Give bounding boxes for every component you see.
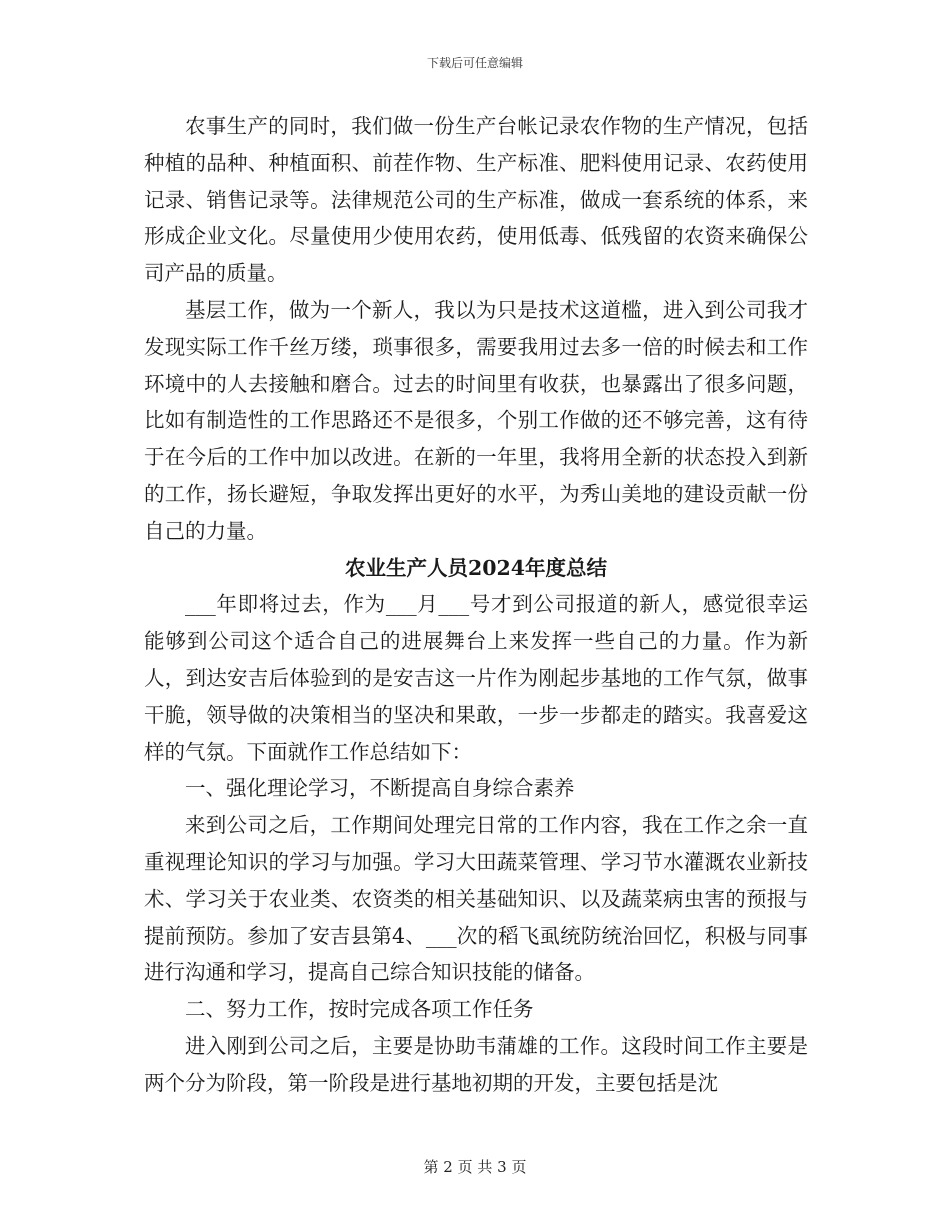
paragraph: 来到公司之后，工作期间处理完日常的工作内容，我在工作之余一直重视理论知识的学习与加强。学习大田蔬菜管理、学习节水灌溉农业新技术、学习关于农业类、农资类的相关基础知识、以及蔬菜病虫害的预报与提前预防。参加了安吉县第4、___次的稻飞虱统防统治回忆，积极与同事进行沟通和学习，提高自己综合知识技能的储备。 [144,813,808,985]
section-heading: 二、努力工作，按时完成各项工作任务 [185,997,534,1022]
paragraph: 进入刚到公司之后，主要是协助韦蒲雄的工作。这段时间工作主要是两个分为阶段，第一阶段是进行基地初期的开发，主要包括是沈 [144,1033,808,1095]
page-header: 下载后可任意编辑 [426,56,523,70]
document-title: 农业生产人员2024年度总结 [344,555,608,580]
page-footer: 第 2 页 共 3 页 [423,1158,527,1176]
section-heading: 一、强化理论学习，不断提高自身综合素养 [185,776,575,801]
paragraph: 基层工作，做为一个新人，我以为只是技术这道槛，进入到公司我才发现实际工作千丝万缕，琐事很多，需要我用过去多一倍的时候去和工作环境中的人去接触和磨合。过去的时间里有收获，也暴露出了很多问题，比如有制造性的工作思路还不是很多，个别工作做的还不够完善，这有待于在今后的工作中加以改进。在新的一年里，我将用全新的状态投入到新的工作，扬长避短，争取发挥出更好的水平，为秀山美地的建设贡献一份自己的力量。 [144,297,808,543]
paragraph: 农事生产的同时，我们做一份生产台帐记录农作物的生产情况，包括种植的品种、种植面积、前茬作物、生产标准、肥料使用记录、农药使用记录、销售记录等。法律规范公司的生产标准，做成一套系统的体系，来形成企业文化。尽量使用少使用农药，使用低毒、低残留的农资来确保公司产品的质量。 [144,114,808,286]
document-body [144,108,808,1102]
paragraph: ___年即将过去，作为___月___号才到公司报道的新人，感觉很幸运能够到公司这个适合自己的进展舞台上来发挥一些自己的力量。作为新人，到达安吉后体验到的是安吉这一片作为刚起步基地的工作气氛，做事干脆，领导做的决策相当的坚决和果敢，一步一步都走的踏实。我喜爱这样的气氛。下面就作工作总结如下： [144,592,808,764]
